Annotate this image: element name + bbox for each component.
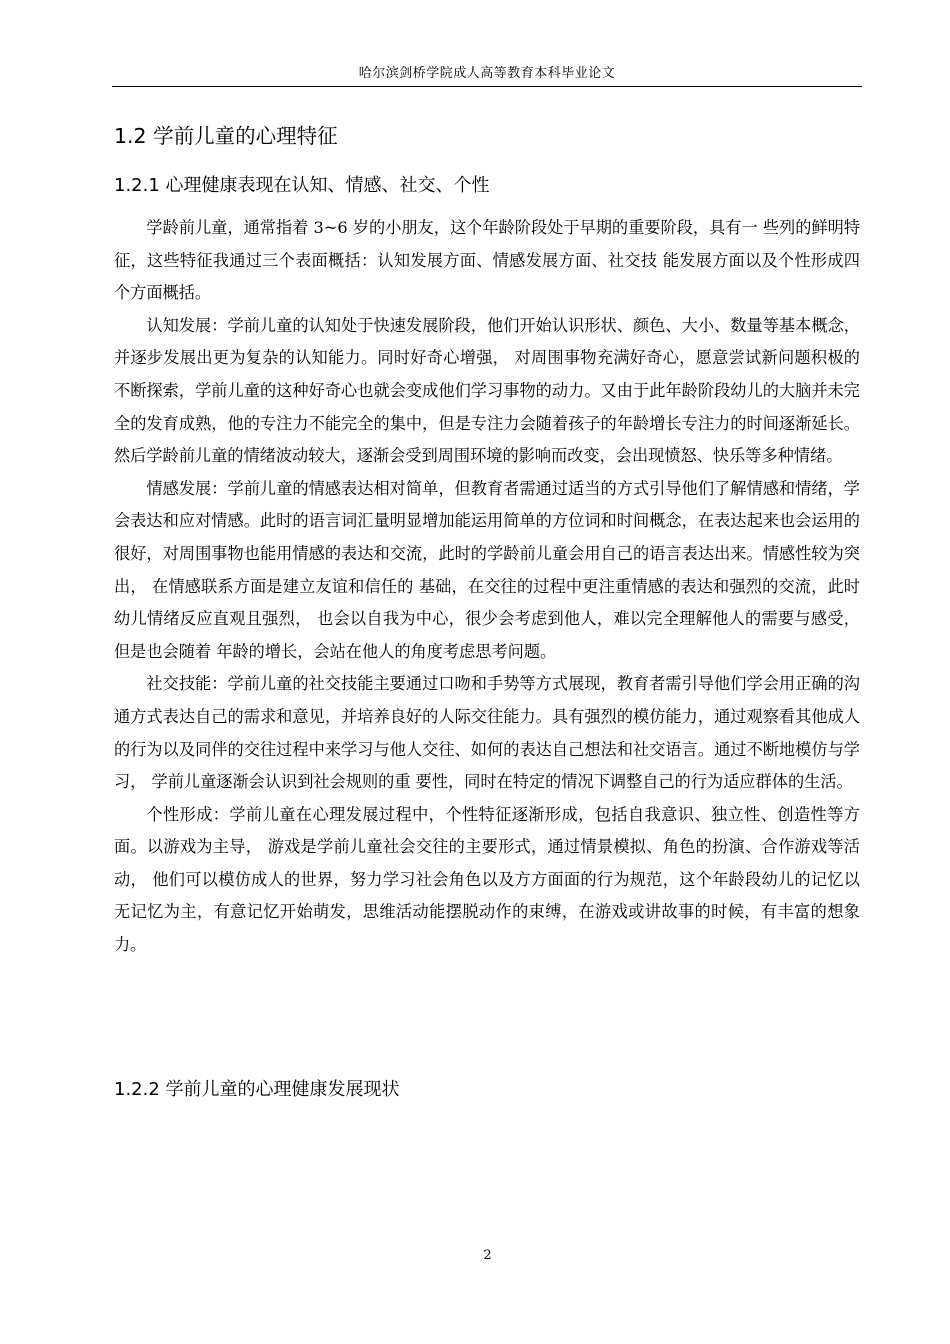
- running-header: 哈尔滨剑桥学院成人高等教育本科毕业论文: [358, 66, 616, 81]
- header-divider: [112, 86, 862, 87]
- paragraph-social: 社交技能：学前儿童的社交技能主要通过口吻和手势等方式展现，教育者需引导他们学会用正确的沟通方式表达自己的需求和意见，并培养良好的人际交往能力。具有强烈的模仿能力，通过观察看其他成人的行为以及同伴的交往过程中来学习与他人交往、如何的表达自己想法和社交语言。通过不断地模仿与学习， 学前儿童逐渐会认识到社会规则的重 要性，同时在特定的情况下调整自己的行为适应群体的生活。: [114, 674, 860, 792]
- section-heading: 1.2 学前儿童的心理特征: [114, 124, 338, 148]
- body-text: [114, 212, 860, 962]
- subsection-heading-2: 1.2.2 学前儿童的心理健康发展现状: [114, 1079, 400, 1100]
- paragraph-personality: 个性形成：学前儿童在心理发展过程中，个性特征逐渐形成，包括自我意识、独立性、创造性等方面。以游戏为主导， 游戏是学前儿童社会交往的主要形式，通过情景模拟、角色的扮演、合作游戏等活动， 他们可以模仿成人的世界，努力学习社会角色以及方方面面的行为规范，这个年龄段幼儿的记忆以无记忆为主，有意记忆开始萌发，思维活动能摆脱动作的束缚，在游戏或讲故事的时候，有丰富的想象力。: [114, 804, 860, 955]
- paragraph-cognitive: 认知发展：学前儿童的认知处于快速发展阶段，他们开始认识形状、颜色、大小、数量等基本概念，并逐步发展出更为复杂的认知能力。同时好奇心增强， 对周围事物充满好奇心，愿意尝试新问题积极的不断探索，学前儿童的这种好奇心也就会变成他们学习事物的动力。又由于此年龄阶段幼儿的大脑并未完全的发育成熟，他的专注力不能完全的集中，但是专注力会随着孩子的年龄增长专注力的时间逐渐延长。然后学龄前儿童的情绪波动较大，逐渐会受到周围环境的影响而改变，会出现愤怒、快乐等多种情绪。: [114, 315, 860, 466]
- page-number: 2: [483, 1248, 492, 1263]
- paragraph-intro: 学龄前儿童，通常指着 3~6 岁的小朋友，这个年龄阶段处于早期的重要阶段，具有一 些列的鲜明特征，这些特征我通过三个表面概括：认知发展方面、情感发展方面、社交技 能发展方面以及个性形成四个方面概括。: [114, 218, 860, 303]
- paragraph-emotional: 情感发展：学前儿童的情感表达相对简单，但教育者需通过适当的方式引导他们了解情感和情绪，学会表达和应对情感。此时的语言词汇量明显增加能运用简单的方位词和时间概念，在表达起来也会运用的很好，对周围事物也能用情感的表达和交流，此时的学龄前儿童会用自己的语言表达出来。情感性较为突出， 在情感联系方面是建立友谊和信任的 基础，在交往的过程中更注重情感的表达和强烈的交流，此时幼儿情绪反应直观且强烈， 也会以自我为中心，很少会考虑到他人，难以完全理解他人的需要与感受，但是也会随着 年龄的增长，会站在他人的角度考虑思考问题。: [114, 478, 860, 661]
- subsection-heading-1: 1.2.1 心理健康表现在认知、情感、社交、个性: [114, 175, 490, 196]
